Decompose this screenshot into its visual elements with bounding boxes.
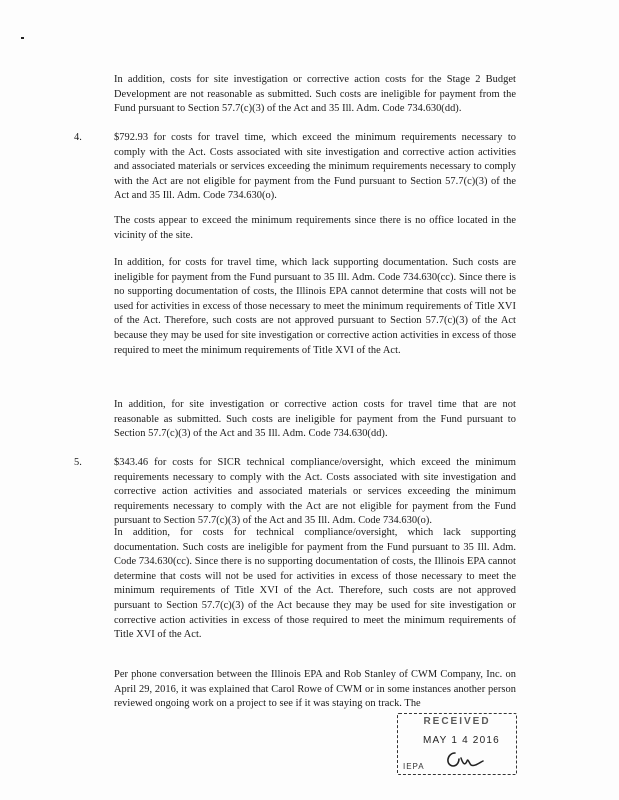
handwritten-initials: [441, 747, 485, 771]
stamp-footer: IEPA: [403, 762, 425, 771]
scan-speck: [21, 37, 24, 39]
item-5-number: 5.: [74, 457, 82, 468]
item-5-paragraph-1: $343.46 for costs for SICR technical compliance/oversight, which exceed the minimum requirements necessary to comply with the Act. Costs associated with site investigation and corrective action activities and associated materials or services exceeding the minimum requirements necessary to comply with the Act are not eligible for payment from the Fund pursuant to Section 57.7(c)(3) of the Act and 35 Ill. Adm. Code 734.630(o).: [114, 457, 516, 527]
item-4-number: 4.: [74, 132, 82, 143]
stamp-date: MAY 1 4 2016: [423, 735, 500, 746]
item-4-paragraph-1: $792.93 for costs for travel time, which exceed the minimum requirements necessary to comply with the Act. Costs associated with site investigation and corrective action activities and associated materials or services exceeding the minimum requirements necessary to comply with the Act are not eligible for payment from the Fund pursuant to Section 57.7(c)(3) of the Act and 35 Ill. Adm. Code 734.630(o).: [114, 132, 516, 202]
item-4-paragraph-3: In addition, for costs for travel time, which lack supporting documentation. Such costs are ineligible for payment from the Fund pursuant to 35 Ill. Adm. Code 734.630(cc). Since there is no supporting documentation of costs, the Illinois EPA cannot determine that costs will not be used for activities in excess of those necessary to meet the minimum requirements of Title XVI of the Act. Therefore, such costs are not approved pursuant to Section 57.7(c)(3) of the Act because they may be used for site investigation or corrective action activities in excess of those required to meet the minimum requirements of Title XVI of the Act.: [114, 257, 516, 356]
received-stamp: [397, 713, 519, 777]
item-4-paragraph-2: The costs appear to exceed the minimum requirements since there is no office located in the vicinity of the site.: [114, 215, 516, 241]
item-5-paragraph-2: In addition, for costs for technical compliance/oversight, which lack supporting documentation. Such costs are ineligible for payment from the Fund pursuant to 35 Ill. Adm. Code 734.630(cc). Since there is no supporting documentation of costs, the Illinois EPA cannot determine that costs will not be used for activities in excess of those necessary to meet the minimum requirements of Title XVI of the Act. Therefore, such costs are not approved pursuant to Section 57.7(c)(3) of the Act because they may be used for site investigation or corrective action activities in excess of those required to meet the minimum requirements of Title XVI of the Act.: [114, 527, 516, 641]
closing-paragraph: Per phone conversation between the Illinois EPA and Rob Stanley of CWM Company, Inc. on April 29, 2016, it was explained that Carol Rowe of CWM or in some instances another person reviewed ongoing work on a project to see if it was staying on track. The: [114, 669, 516, 710]
intro-paragraph: In addition, costs for site investigation or corrective action costs for the Stage 2 Budget Development are not reasonable as submitted. Such costs are ineligible for payment from the Fund pursuant to Section 57.7(c)(3) of the Act and 35 Ill. Adm. Code 734.630(dd).: [114, 74, 516, 115]
stamp-heading: RECEIVED: [423, 716, 491, 727]
item-4-paragraph-4: In addition, for site investigation or corrective action costs for travel time that are not reasonable as submitted. Such costs are ineligible for payment from the Fund pursuant to Section 57.7(c)(3) of the Act and 35 Ill. Adm. Code 734.630(dd).: [114, 399, 516, 440]
